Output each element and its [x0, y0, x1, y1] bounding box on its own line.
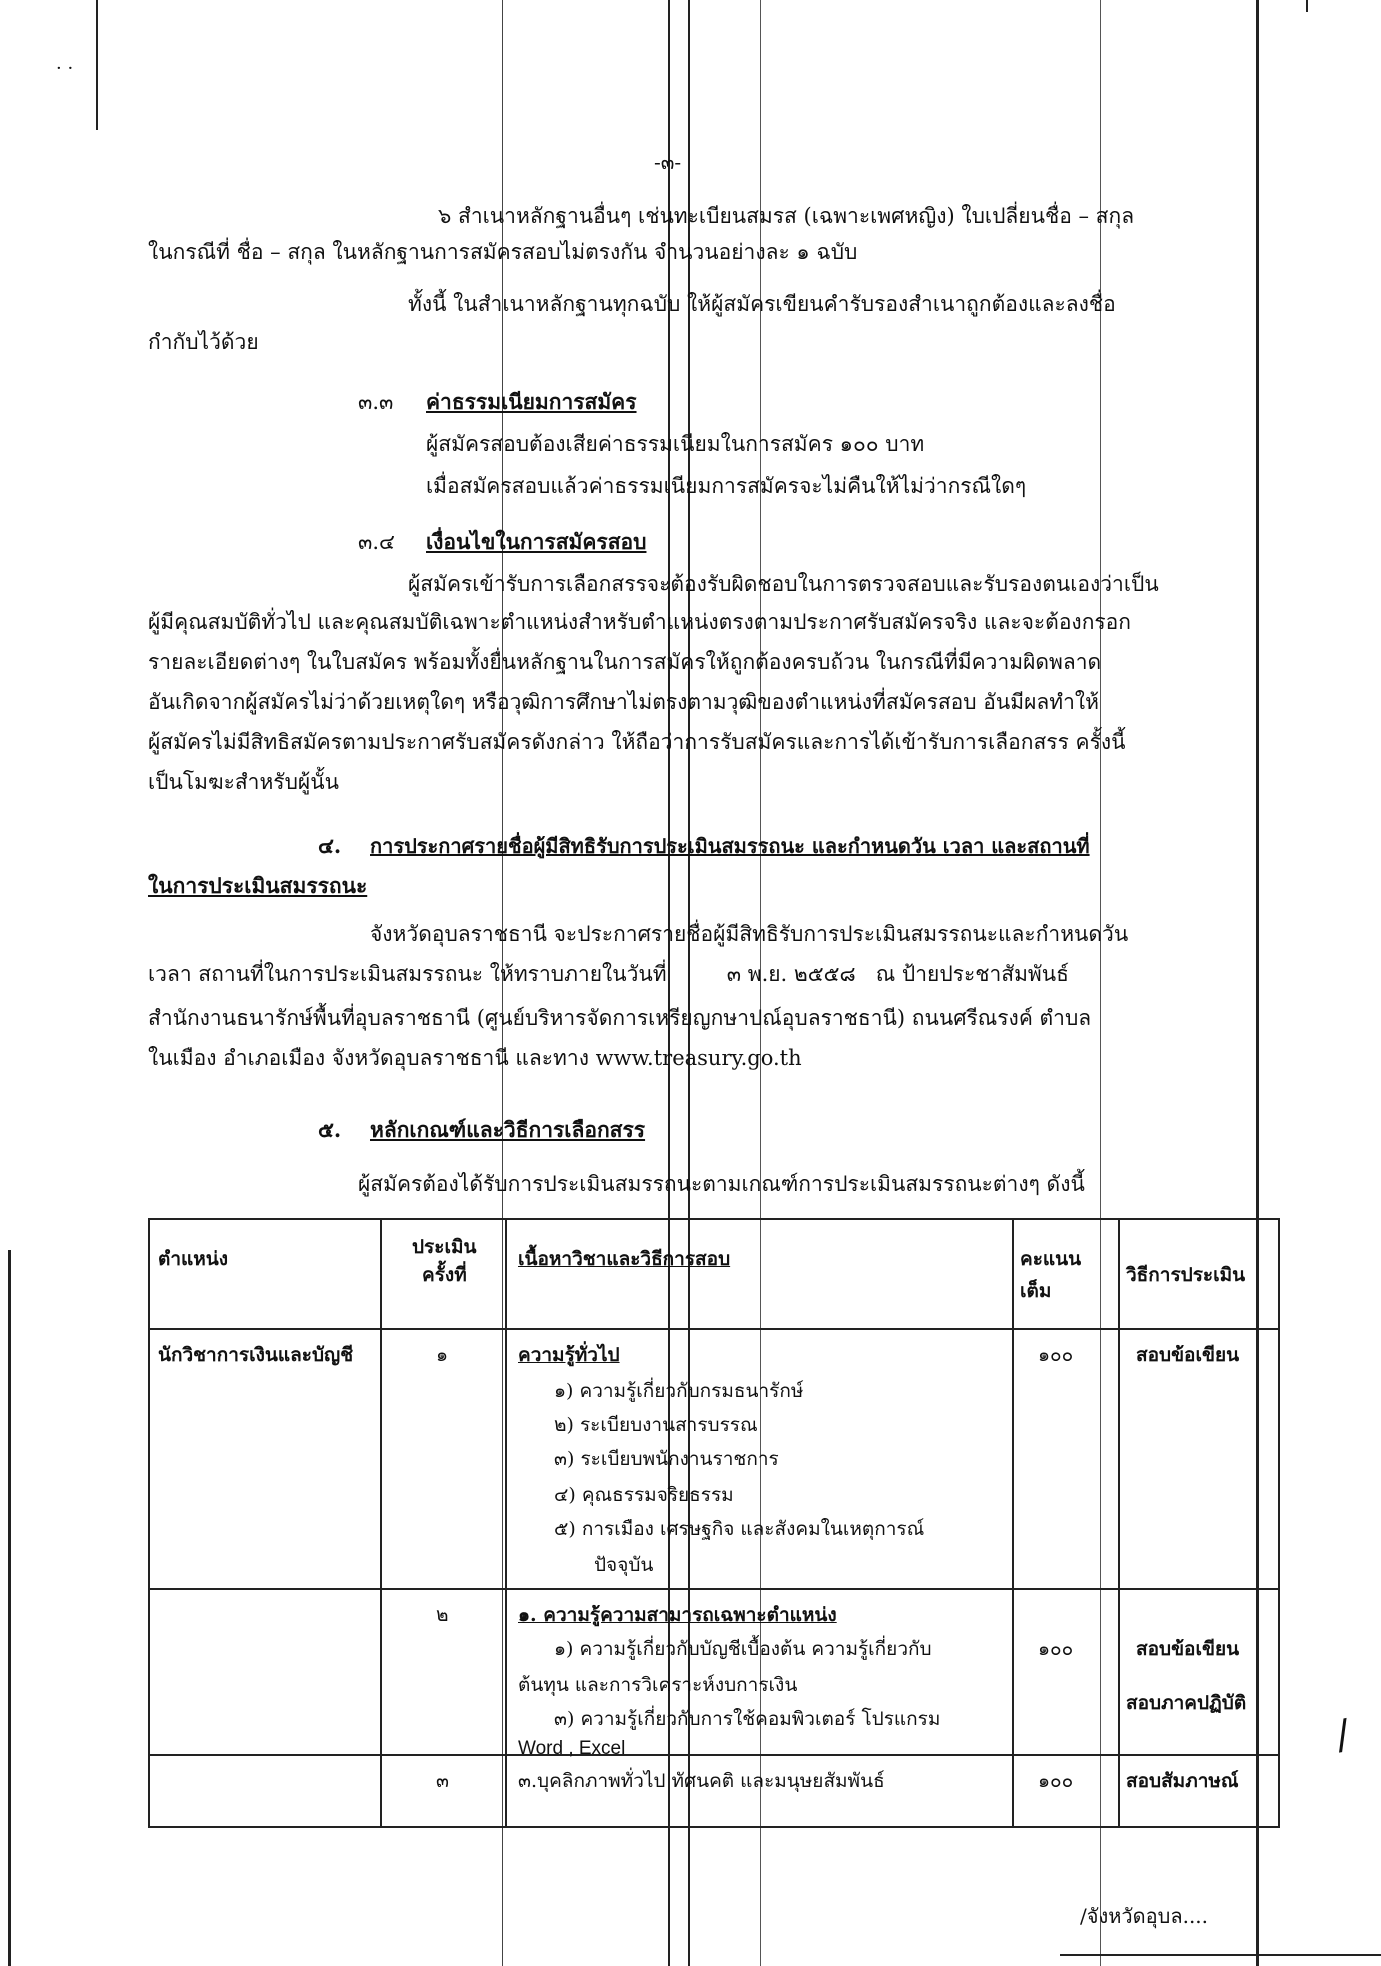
table-column-divider: [1012, 1220, 1014, 1826]
sec34-line: ผู้สมัครไม่มีสิทธิสมัครตามประกาศรับสมัครดังกล่าว ให้ถือว่าการรับสมัครและการได้เข้ารับการเลือกสรร ครั้งนี้: [148, 730, 1126, 754]
row2-method-written: สอบข้อเขียน: [1136, 1638, 1240, 1660]
sec33-line1: ผู้สมัครสอบต้องเสียค่าธรรมเนียมในการสมัคร ๑๐๐ บาท: [426, 432, 925, 456]
row3-score: ๑๐๐: [1038, 1770, 1074, 1792]
sec5-number: ๕.: [318, 1117, 342, 1142]
sec4-date-line: เวลา สถานที่ในการประเมินสมรรถนะ ให้ทราบภายในวันที่ ๓ พ.ย. ๒๕๕๘ ณ ป้ายประชาสัมพันธ์: [148, 962, 1069, 986]
row3-round: ๓: [436, 1770, 449, 1792]
header-score: คะแนน: [1020, 1248, 1082, 1270]
para6-line4: กำกับไว้ด้วย: [148, 330, 259, 354]
row1-item-cont: ปัจจุบัน: [594, 1554, 654, 1576]
table-row-divider: [150, 1328, 1278, 1330]
sec34-line: รายละเอียดต่างๆ ในใบสมัคร พร้อมทั้งยื่นหลักฐานในการสมัครให้ถูกต้องครบถ้วน ในกรณีที่มีความผิดพลาด: [148, 650, 1102, 674]
page-number: -๓-: [654, 150, 682, 174]
row1-round: ๑: [436, 1344, 449, 1366]
row2-item: ๑) ความรู้เกี่ยวกับบัญชีเบื้องต้น ความรู้เกี่ยวกับ: [554, 1638, 932, 1660]
row2-item-cont: Word , Excel: [518, 1738, 626, 1759]
sec33-line2: เมื่อสมัครสอบแล้วค่าธรรมเนียมการสมัครจะไม่คืนให้ไม่ว่ากรณีใดๆ: [426, 474, 1027, 498]
sec4-line: สำนักงานธนารักษ์พื้นที่อุบลราชธานี (ศูนย์บริหารจัดการเหรียญกษาปณ์อุบลราชธานี) ถนนศรีณรงค์ ตำบล: [148, 1006, 1092, 1030]
scan-artifact-line: [8, 1250, 11, 1966]
sec34-line: อันเกิดจากผู้สมัครไม่ว่าด้วยเหตุใดๆ หรือวุฒิการศึกษาไม่ตรงตามวุฒิของตำแหน่งที่สมัครสอบ อันมีผลทำให้: [148, 690, 1100, 714]
sec34-number: ๓.๔: [358, 530, 395, 554]
row1-item: ๕) การเมือง เศรษฐกิจ และสังคมในเหตุการณ์: [554, 1518, 925, 1540]
header-score-cont: เต็ม: [1020, 1280, 1052, 1302]
header-round-cont: ครั้งที่: [422, 1264, 467, 1286]
sec4-title: การประกาศรายชื่อผู้มีสิทธิรับการประเมินสมรรถนะ และกำหนดวัน เวลา และสถานที่: [370, 834, 1090, 858]
row2-heading: ๑. ความรู้ความสามารถเฉพาะตำแหน่ง: [518, 1604, 837, 1626]
sec33-title: ค่าธรรมเนียมการสมัคร: [426, 389, 637, 414]
sec34-line: เป็นโมฆะสำหรับผู้นั้น: [148, 770, 339, 794]
scan-artifact-line: [1306, 0, 1308, 12]
sec34-title: เงื่อนไขในการสมัครสอบ: [426, 529, 647, 554]
header-position: ตำแหน่ง: [158, 1248, 229, 1270]
sec5-title: หลักเกณฑ์และวิธีการเลือกสรร: [370, 1117, 646, 1142]
row2-method-practical: สอบภาคปฏิบัติ: [1126, 1692, 1247, 1714]
table-column-divider: [1118, 1220, 1120, 1826]
table-column-divider: [505, 1220, 507, 1826]
scan-artifact-line: [1060, 1954, 1381, 1956]
row1-item: ๔) คุณธรรมจริยธรรม: [554, 1484, 734, 1506]
sec4-title-cont: ในการประเมินสมรรถนะ: [148, 873, 368, 898]
sec4-line: จังหวัดอุบลราชธานี จะประกาศรายชื่อผู้มีสิทธิรับการประเมินสมรรถนะและกำหนดวัน: [370, 922, 1129, 946]
row1-position: นักวิชาการเงินและบัญชี: [158, 1344, 354, 1366]
table-row-divider: [150, 1754, 1278, 1756]
header-method: วิธีการประเมิน: [1126, 1264, 1246, 1286]
evaluation-table: [148, 1218, 1280, 1828]
scan-artifact-line: [96, 0, 98, 130]
sec34-line: ผู้สมัครเข้ารับการเลือกสรรจะต้องรับผิดชอบในการตรวจสอบและรับรองตนเองว่าเป็น: [408, 572, 1159, 596]
para6-line1: ๖ สำเนาหลักฐานอื่นๆ เช่นทะเบียนสมรส (เฉพาะเพศหญิง) ใบเปลี่ยนชื่อ – สกุล: [438, 204, 1135, 228]
row2-item: ๓) ความรู้เกี่ยวกับการใช้คอมพิวเตอร์ โปรแกรม: [554, 1708, 941, 1730]
scan-speck: · ·: [56, 58, 74, 79]
table-column-divider: [380, 1220, 382, 1826]
sec34-line: ผู้มีคุณสมบัติทั่วไป และคุณสมบัติเฉพาะตำแหน่งสำหรับตำแหน่งตรงตามประกาศรับสมัครจริง และจะต้องกรอก: [148, 610, 1132, 634]
para6-line3: ทั้งนี้ ในสำเนาหลักฐานทุกฉบับ ให้ผู้สมัครเขียนคำรับรองสำเนาถูกต้องและลงชื่อ: [408, 292, 1116, 316]
table-row-divider: [150, 1588, 1278, 1590]
sec33-number: ๓.๓: [358, 390, 394, 414]
row2-round: ๒: [436, 1604, 449, 1626]
row1-item: ๓) ระเบียบพนักงานราชการ: [554, 1448, 779, 1470]
row3-content: ๓.บุคลิกภาพทั่วไป ทัศนคติ และมนุษยสัมพันธ์: [518, 1770, 885, 1792]
row1-heading: ความรู้ทั่วไป: [518, 1344, 620, 1366]
sec4-line: ในเมือง อำเภอเมือง จังหวัดอุบลราชธานี และทาง www.treasury.go.th: [148, 1046, 802, 1070]
header-round: ประเมิน: [412, 1236, 477, 1258]
row3-method: สอบสัมภาษณ์: [1126, 1770, 1239, 1792]
row1-item: ๑) ความรู้เกี่ยวกับกรมธนารักษ์: [554, 1380, 804, 1402]
row1-method: สอบข้อเขียน: [1136, 1344, 1240, 1366]
row2-item-cont: ต้นทุน และการวิเคราะห์งบการเงิน: [518, 1674, 798, 1696]
row1-item: ๒) ระเบียบงานสารบรรณ: [554, 1414, 758, 1436]
row2-score: ๑๐๐: [1038, 1638, 1074, 1660]
sec4-number: ๔.: [318, 833, 342, 858]
sec5-intro: ผู้สมัครต้องได้รับการประเมินสมรรถนะตามเกณฑ์การประเมินสมรรถนะต่างๆ ดังนี้: [358, 1172, 1085, 1196]
row1-score: ๑๐๐: [1038, 1344, 1074, 1366]
para6-line2: ในกรณีที่ ชื่อ – สกุล ในหลักฐานการสมัครสอบไม่ตรงกัน จำนวนอย่างละ ๑ ฉบับ: [148, 240, 858, 264]
page-continuation: /จังหวัดอุบล....: [1080, 1904, 1209, 1928]
header-content: เนื้อหาวิชาและวิธีการสอบ: [518, 1248, 731, 1270]
scan-mark: /: [1332, 1711, 1354, 1759]
